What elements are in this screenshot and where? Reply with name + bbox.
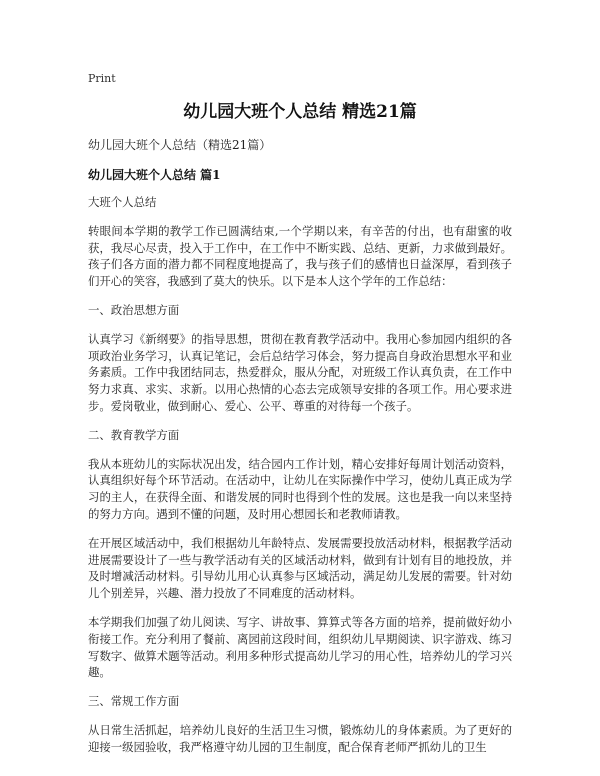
print-link[interactable]: Print	[88, 72, 116, 85]
subheading-politics: 一、政治思想方面	[88, 302, 180, 317]
document-title: 幼儿园大班个人总结 精选21篇	[183, 102, 417, 122]
paragraph: 在开展区域活动中，我们根据幼儿年龄特点、发展需要投放活动材料，根据教学活动进展需要设计了一些与教学活动有关的区域活动材料，做到有计划有目的地投放，并及时增减活动材料。引导幼儿用心认真参与区域活动，满足幼儿发展的需要。针对幼儿个别差异，兴趣、潜力投放了不同难度的活动材料。	[88, 535, 512, 601]
paragraph: 转眼间本学期的教学工作已圆满结束,一个学期以来，有辛苦的付出，也有甜蜜的收获，我尽心尽责，投入于工作中，在工作中不断实践、总结、更新，力求做到最好。孩子们各方面的潜力都不同程度地提高了，我与孩子们的感情也日益深厚，看到孩子们开心的笑容，我感到了莫大的快乐。以下是本人这个学年的工作总结：	[88, 223, 512, 289]
paragraph: 本学期我们加强了幼儿阅读、写字、讲故事、算算式等各方面的培养，提前做好幼小衔接工作。充分利用了餐前、离园前这段时间，组织幼儿早期阅读、识字游戏、练习写数字、做算术题等活动。利用多种形式提高幼儿学习的用心性，培养幼儿的学习兴趣。	[88, 614, 512, 680]
paragraph: 从日常生活抓起，培养幼儿良好的生活卫生习惯，锻炼幼儿的身体素质。为了更好的迎接一级园验收，我严格遵守幼儿园的卫生制度，配合保育老师严抓幼儿的卫生	[88, 722, 512, 754]
paragraph-label: 大班个人总结	[88, 195, 157, 209]
subheading-teaching: 二、教育教学方面	[88, 427, 180, 442]
section-heading: 幼儿园大班个人总结 篇1	[88, 168, 221, 182]
paragraph: 认真学习《新纲要》的指导思想，贯彻在教育教学活动中。我用心参加园内组织的各项政治业务学习，认真记笔记，会后总结学习体会，努力提高自身政治思想水平和业务素质。工作中我团结同志，热爱群众，服从分配，对班级工作认真负责，在工作中努力求真、求实、求新。以用心热情的心态去完成领导安排的各项工作。用心要求进步。爱岗敬业，做到耐心、爱心、公平、尊重的对待每一个孩子。	[88, 331, 512, 413]
subheading-routine: 三、常规工作方面	[88, 694, 180, 709]
document-subtitle: 幼儿园大班个人总结（精选21篇）	[88, 138, 272, 152]
paragraph: 我从本班幼儿的实际状况出发，结合园内工作计划，精心安排好每周计划活动资料，认真组织好每个环节活动。在活动中，让幼儿在实际操作中学习，使幼儿真正成为学习的主人，在获得全面、和谐发展的同时也得到个性的发展。这也是我一向以来坚持的努力方向。遇到不懂的问题，及时用心想园长和老教师请教。	[88, 456, 512, 521]
